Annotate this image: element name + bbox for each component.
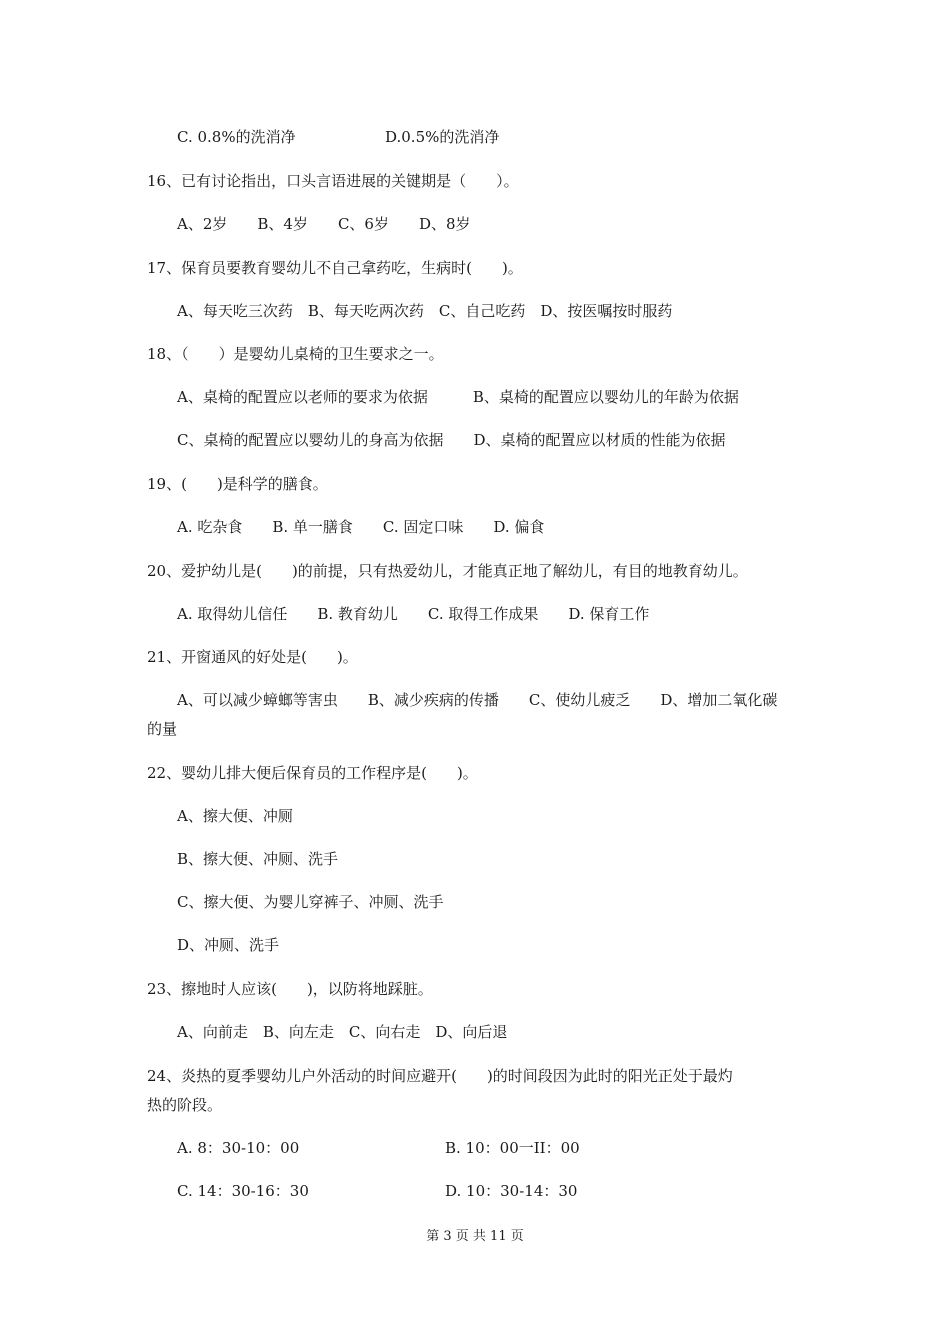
option-a-22: A、擦大便、冲厕: [177, 807, 293, 825]
options-21-continued: 的量: [147, 720, 178, 738]
option-b-22: B、擦大便、冲厕、洗手: [177, 850, 339, 868]
question-16: 16、已有讨论指出，口头言语进展的关键期是（ ）。: [147, 172, 519, 190]
page-number-footer: 第 3 页 共 11 页: [426, 1229, 524, 1244]
options-23: A、向前走 B、向左走 C、向右走 D、向后退: [177, 1023, 508, 1041]
options-18-cd: C、桌椅的配置应以婴幼儿的身高为依据 D、桌椅的配置应以材质的性能为依据: [177, 431, 726, 449]
question-23: 23、擦地时人应该( )，以防将地踩脏。: [147, 980, 433, 998]
question-21: 21、开窗通风的好处是( )。: [147, 648, 358, 666]
option-d-22: D、冲厕、洗手: [177, 936, 280, 954]
question-17: 17、保育员要教育婴幼儿不自己拿药吃，生病时( )。: [147, 259, 523, 277]
option-c-22: C、擦大便、为婴儿穿裤子、冲厕、洗手: [177, 893, 444, 911]
option-d-q15: D.0.5%的洗消净: [385, 128, 500, 146]
options-18-ab: A、桌椅的配置应以老师的要求为依据 B、桌椅的配置应以婴幼儿的年龄为依据: [177, 388, 739, 406]
question-18: 18、（ ）是婴幼儿桌椅的卫生要求之一。: [147, 345, 444, 363]
option-d-24: D. 10：30-14：30: [445, 1182, 578, 1200]
question-24: 24、炎热的夏季婴幼儿户外活动的时间应避开( )的时间段因为此时的阳光正处于最灼: [147, 1067, 733, 1085]
options-17: A、每天吃三次药 B、每天吃两次药 C、自己吃药 D、按医嘱按时服药: [177, 302, 673, 320]
options-19: A. 吃杂食 B. 单一膳食 C. 固定口味 D. 偏食: [177, 518, 545, 536]
option-c-24: C. 14：30-16：30: [177, 1182, 309, 1200]
option-b-24: B. 10：00一II：00: [445, 1139, 580, 1157]
options-21: A、可以减少蟑螂等害虫 B、减少疾病的传播 C、使幼儿疲乏 D、增加二氧化碳: [177, 691, 778, 709]
question-24-continued: 热的阶段。: [147, 1096, 223, 1114]
question-20: 20、爱护幼儿是( )的前提，只有热爱幼儿，才能真正地了解幼儿，有目的地教育幼儿。: [147, 562, 748, 580]
options-20: A. 取得幼儿信任 B. 教育幼儿 C. 取得工作成果 D. 保育工作: [177, 605, 650, 623]
options-16: A、2岁 B、4岁 C、6岁 D、8岁: [177, 215, 471, 233]
question-19: 19、( )是科学的膳食。: [147, 475, 328, 493]
option-a-24: A. 8：30-10：00: [177, 1139, 300, 1157]
option-c-q15: C. 0.8%的洗消净: [177, 128, 296, 146]
question-22: 22、婴幼儿排大便后保育员的工作程序是( )。: [147, 764, 478, 782]
